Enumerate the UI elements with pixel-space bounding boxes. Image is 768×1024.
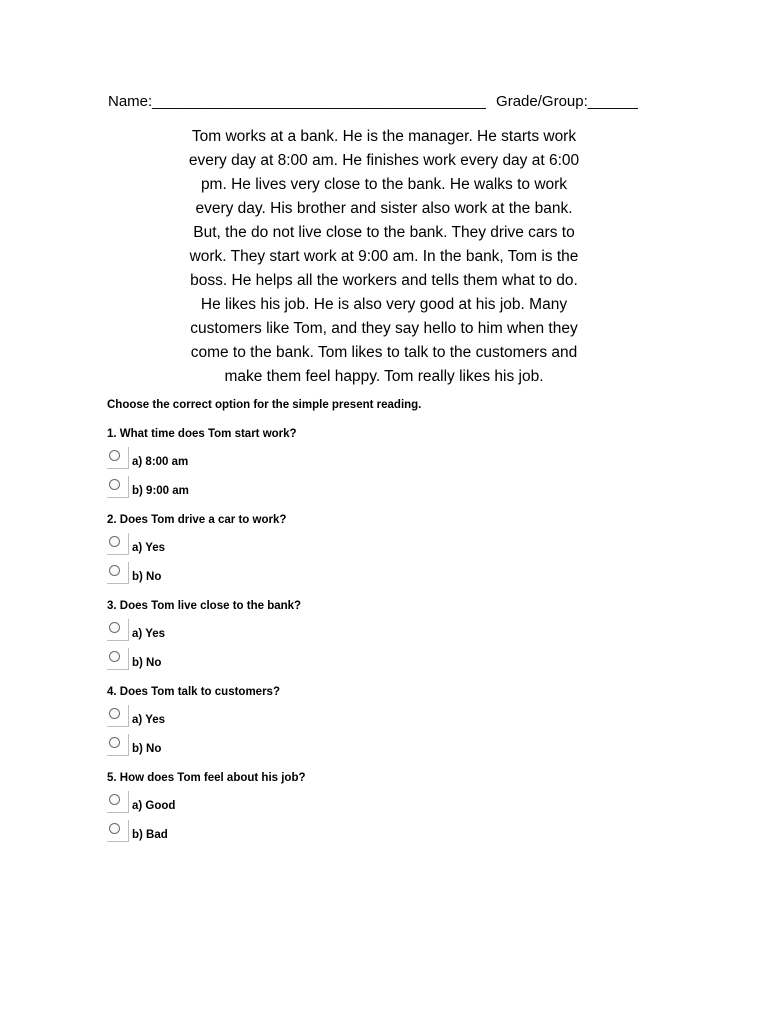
header-line [108, 93, 668, 110]
option-a[interactable] [107, 619, 307, 643]
option-a[interactable] [107, 791, 307, 815]
question-5 [107, 772, 507, 858]
question-3 [107, 600, 507, 686]
option-a[interactable] [107, 533, 307, 557]
grade-group-field-label[interactable]: Grade/Group:______ [496, 93, 638, 110]
radio-circle-icon [109, 708, 120, 719]
option-a[interactable] [107, 447, 307, 471]
passage-line: make them feel happy. Tom really likes his job. [224, 368, 544, 385]
name-field-label[interactable]: Name:________________________________________ [108, 93, 486, 110]
radio-button[interactable] [107, 447, 129, 469]
question-text: 2. Does Tom drive a car to work? [107, 514, 287, 526]
instructions: Choose the correct option for the simple present reading. [107, 399, 422, 411]
option-label: b) No [132, 743, 162, 755]
passage-line: pm. He lives very close to the bank. He walks to work [200, 176, 568, 193]
option-label: b) Bad [132, 829, 168, 841]
question-text: 3. Does Tom live close to the bank? [107, 600, 302, 612]
radio-circle-icon [109, 565, 120, 576]
radio-button[interactable] [107, 476, 129, 498]
passage-line: boss. He helps all the workers and tells them what to do. [190, 272, 578, 289]
radio-button[interactable] [107, 820, 129, 842]
radio-circle-icon [109, 823, 120, 834]
option-label: a) Yes [132, 628, 166, 640]
radio-circle-icon [109, 536, 120, 547]
passage-line: He likes his job. He is also very good at his job. Many [200, 296, 568, 313]
question-2 [107, 514, 507, 600]
question-text: 5. How does Tom feel about his job? [107, 772, 306, 784]
reading-passage [160, 125, 608, 389]
option-b[interactable] [107, 648, 307, 672]
radio-button[interactable] [107, 562, 129, 584]
option-label: b) 9:00 am [132, 485, 189, 497]
radio-button[interactable] [107, 648, 129, 670]
passage-line: every day at 8:00 am. He finishes work every day at 6:00 [188, 152, 580, 169]
radio-circle-icon [109, 450, 120, 461]
question-1 [107, 428, 507, 514]
option-b[interactable] [107, 734, 307, 758]
passage-line: work. They start work at 9:00 am. In the bank, Tom is the [189, 248, 579, 265]
radio-button[interactable] [107, 791, 129, 813]
radio-circle-icon [109, 651, 120, 662]
question-4 [107, 686, 507, 772]
option-label: a) Good [132, 800, 176, 812]
option-b[interactable] [107, 476, 307, 500]
question-list [107, 428, 507, 858]
radio-circle-icon [109, 794, 120, 805]
passage-line: come to the bank. Tom likes to talk to the customers and [190, 344, 578, 361]
option-label: b) No [132, 571, 162, 583]
radio-circle-icon [109, 737, 120, 748]
option-label: b) No [132, 657, 162, 669]
passage-line: Tom works at a bank. He is the manager. He starts work [191, 128, 577, 145]
option-label: a) Yes [132, 542, 166, 554]
passage-line: customers like Tom, and they say hello to him when they [190, 320, 578, 337]
option-b[interactable] [107, 820, 307, 844]
option-label: a) 8:00 am [132, 456, 189, 468]
option-a[interactable] [107, 705, 307, 729]
option-label: a) Yes [132, 714, 166, 726]
question-text: 4. Does Tom talk to customers? [107, 686, 280, 698]
passage-line: But, the do not live close to the bank. They drive cars to [193, 224, 575, 241]
question-text: 1. What time does Tom start work? [107, 428, 297, 440]
option-b[interactable] [107, 562, 307, 586]
radio-button[interactable] [107, 533, 129, 555]
radio-button[interactable] [107, 705, 129, 727]
radio-circle-icon [109, 622, 120, 633]
radio-circle-icon [109, 479, 120, 490]
radio-button[interactable] [107, 619, 129, 641]
passage-line: every day. His brother and sister also work at the bank. [195, 200, 573, 217]
radio-button[interactable] [107, 734, 129, 756]
